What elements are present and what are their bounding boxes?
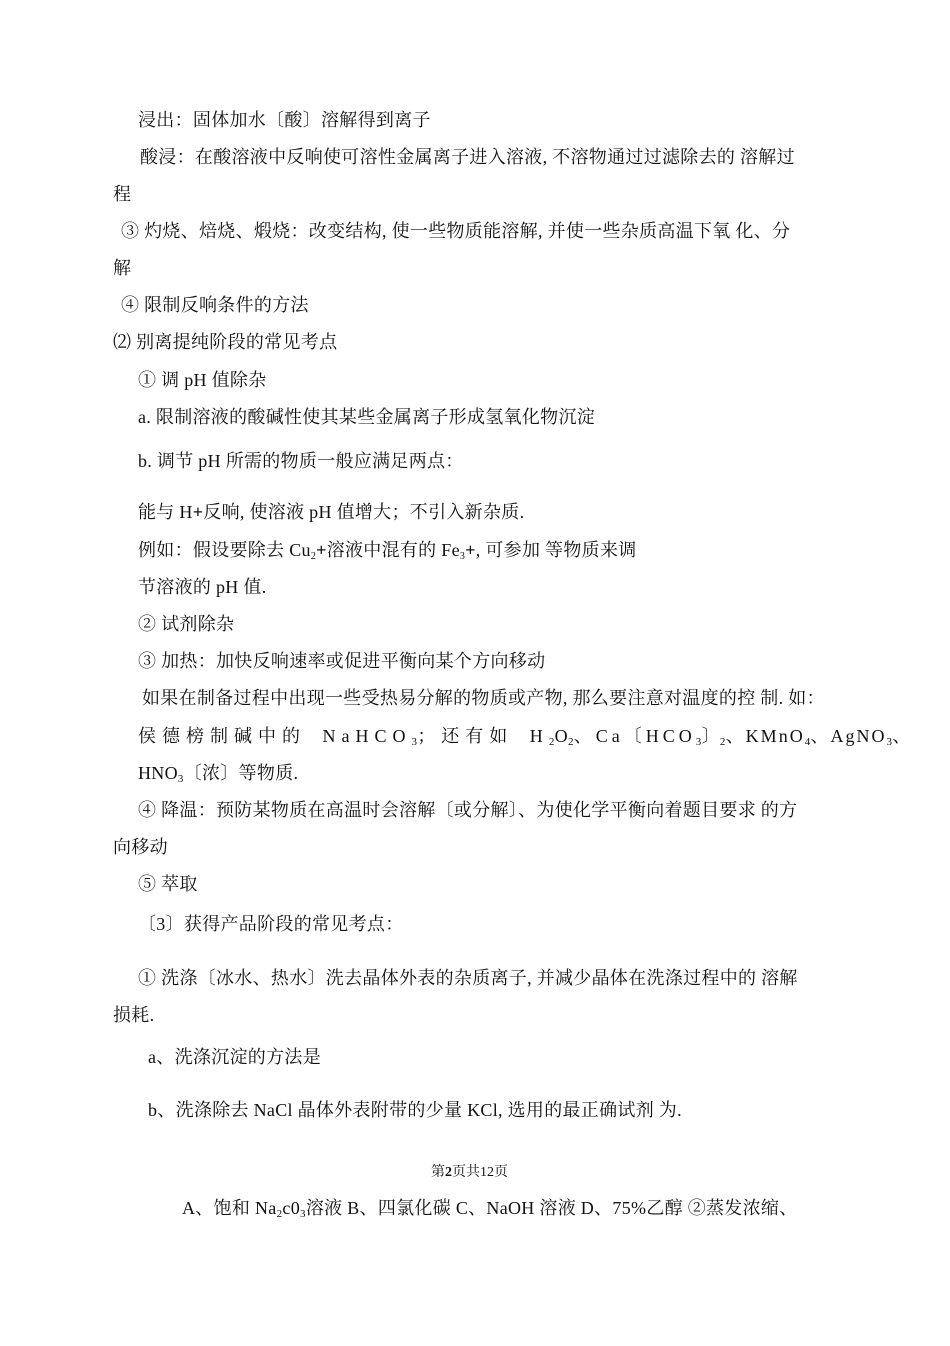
text-run: 、KMnO <box>725 726 805 746</box>
text-line: 浸出：固体加水〔酸〕溶解得到离子 <box>138 110 431 130</box>
charge-number: 3 <box>459 551 466 562</box>
section-heading: ⑵ 别离提纯阶段的常见考点 <box>113 332 338 352</box>
text-line: a、洗涤沉淀的方法是 <box>148 1047 321 1067</box>
text-run: O <box>554 726 568 746</box>
text-line: b、洗涤除去 NaCl 晶体外表附带的少量 KCl, 选用的最正确试剂 为. <box>148 1100 682 1120</box>
text-line: ⑤ 萃取 <box>138 874 198 894</box>
text-line: 程 <box>113 184 132 204</box>
text-run: 〔浓〕等物质. <box>183 763 299 783</box>
page-total: 12 <box>480 1165 494 1180</box>
subscript: 3 <box>695 736 702 748</box>
text-line <box>138 761 298 791</box>
footer-text: 第 <box>431 1165 445 1180</box>
subscript: 2 <box>719 736 726 748</box>
text-line <box>138 724 911 754</box>
text-line: 向移动 <box>113 837 168 857</box>
charge-number: 2 <box>310 551 317 562</box>
text-line <box>138 500 524 524</box>
text-line: ② 试剂除杂 <box>138 614 235 634</box>
text-run: c0 <box>282 1198 300 1218</box>
text-run: , 可参加 等物质来调 <box>475 540 637 560</box>
section-heading: 〔3〕获得产品阶段的常见考点： <box>138 914 404 934</box>
charge-mark: + <box>192 502 204 522</box>
footer-text: 页共 <box>452 1165 480 1180</box>
text-line: 节溶液的 pH 值. <box>138 577 267 597</box>
text-run: 溶液 B、四氯化碳 C、NaOH 溶液 D、75%乙醇 ②蒸发浓缩、 <box>305 1198 798 1218</box>
text-run: 、 <box>892 726 911 746</box>
subscript: 3 <box>886 736 893 748</box>
text-run: 、Ca〔HCO <box>573 726 696 746</box>
text-run: 侯德榜制碱中的 NaHCO <box>138 726 412 746</box>
subscript: 2 <box>548 736 555 748</box>
subscript: 2 <box>567 736 574 748</box>
text-run: 能与 H <box>138 502 193 522</box>
text-line: a. 限制溶液的酸碱性使其某些金属离子形成氢氧化物沉淀 <box>138 407 596 427</box>
text-run: 溶液中混有的 Fe <box>326 540 460 560</box>
text-line: 如果在制备过程中出现一些受热易分解的物质或产物, 那么要注意对温度的控 制. 如： <box>142 688 825 708</box>
text-run: ；还有如 H <box>417 726 549 746</box>
text-line: 解 <box>113 258 132 278</box>
subscript: 3 <box>300 1208 306 1220</box>
text-line <box>182 1196 798 1226</box>
charge-mark: + <box>316 540 327 560</box>
text-run: A、饱和 Na <box>182 1198 277 1218</box>
text-line: ③ 加热：加快反响速率或促进平衡向某个方向移动 <box>138 651 546 671</box>
footer-text: 页 <box>494 1165 508 1180</box>
subscript: 3 <box>177 773 184 785</box>
text-run: 、AgNO <box>810 726 887 746</box>
text-line: 损耗. <box>113 1005 155 1025</box>
text-run: 例如：假设要除去 Cu <box>138 540 311 560</box>
charge-mark: + <box>465 540 476 560</box>
text-line: ① 调 pH 值除杂 <box>138 370 267 390</box>
text-line: ④ 降温：预防某物质在高温时会溶解〔或分解〕、为使化学平衡向着题目要求 的方 <box>138 800 798 820</box>
subscript: 2 <box>276 1208 283 1220</box>
page-footer <box>431 1161 508 1181</box>
text-line: ③ 灼烧、焙烧、煅烧：改变结构, 使一些物质能溶解, 并使一些杂质高温下氧 化、分 <box>121 221 791 241</box>
text-line: b. 调节 pH 所需的物质一般应满足两点： <box>138 451 464 471</box>
text-run: 〕 <box>701 726 720 746</box>
subscript: 4 <box>804 736 811 748</box>
text-line: ① 洗涤〔冰水、热水〕洗去晶体外表的杂质离子, 并减少晶体在洗涤过程中的 溶解 <box>138 968 798 988</box>
text-run: 反响, 使溶液 pH 值增大；不引入新杂质. <box>203 502 525 522</box>
text-line: 酸浸：在酸溶液中反响使可溶性金属离子进入溶液, 不溶物通过过滤除去的 溶解过 <box>140 147 795 167</box>
text-line <box>138 538 637 569</box>
text-run: HNO <box>138 763 178 783</box>
subscript: 3 <box>411 736 418 748</box>
text-line: ④ 限制反响条件的方法 <box>121 295 309 315</box>
page-number: 2 <box>445 1165 452 1180</box>
